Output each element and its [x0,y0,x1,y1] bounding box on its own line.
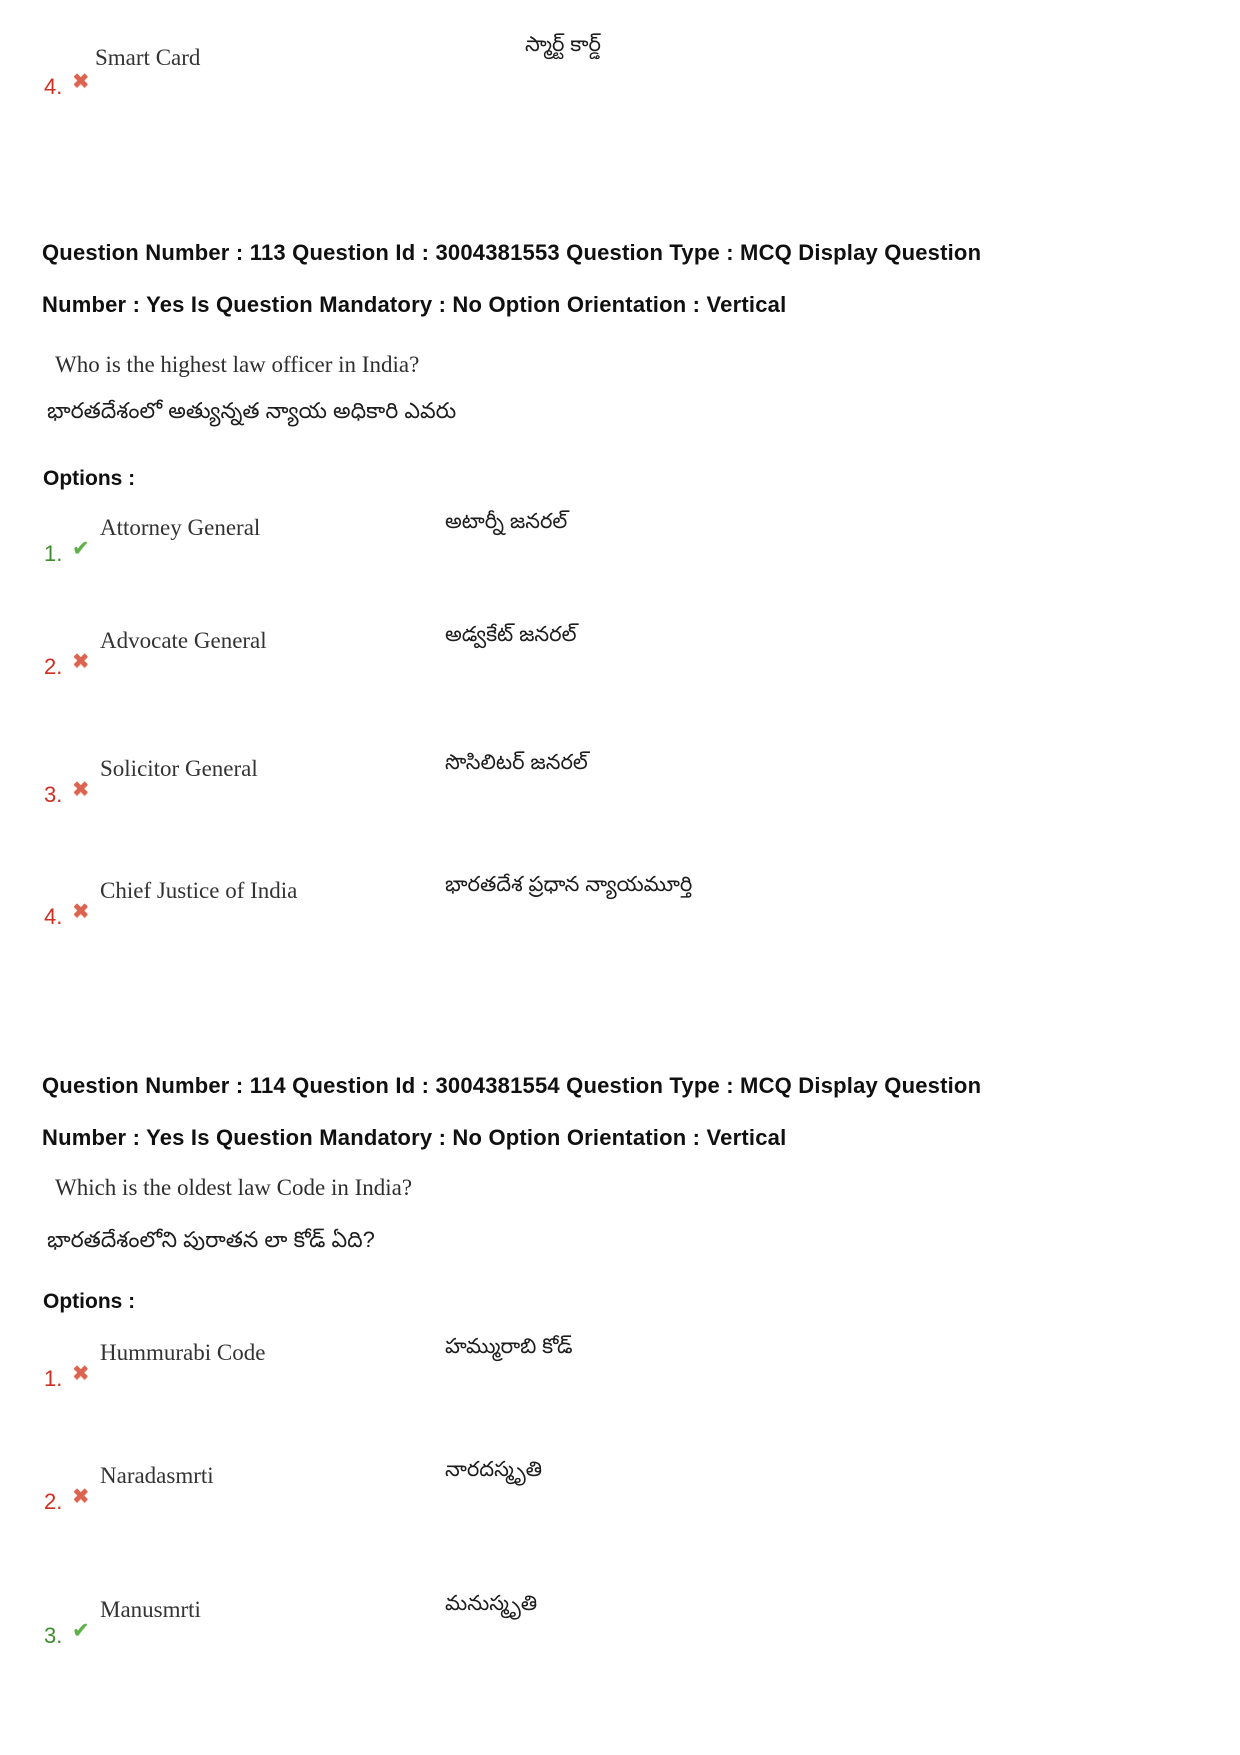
question-meta-line1: Question Number : 113 Question Id : 3004381553 Question Type : MCQ Display Question [42,240,982,265]
question-text-telugu: భారతదేశంలోని పురాతన లా కోడ్ ఏది? [47,1227,375,1252]
cross-icon: ✖ [72,900,90,923]
option-row [0,1335,1240,1412]
question-meta-line2: Number : Yes Is Question Mandatory : No Option Orientation : Vertical [42,1125,787,1150]
cross-icon: ✖ [72,1362,90,1385]
option-label-english: Solicitor General [100,756,258,781]
question-text-english: Which is the oldest law Code in India? [55,1175,413,1200]
option-number: 4. [44,904,63,929]
option-row [0,873,1240,950]
options-heading: Options : [43,1290,136,1313]
option-label-telugu: భారతదేశ ప్రధాన న్యాయమూర్తి [445,873,693,896]
option-number: 4. [44,74,63,99]
option-label-english: Attorney General [100,515,261,540]
option-row [0,1458,1240,1535]
option-label-english: Advocate General [100,628,267,653]
option-number: 2. [44,654,63,679]
option-row [0,751,1240,828]
option-label-telugu: స్మార్ట్ కార్డ్ [525,33,601,56]
check-icon: ✔ [72,1619,90,1642]
option-row [0,33,1240,117]
option-label-telugu: అటార్నీ జనరల్ [445,510,568,533]
option-number: 3. [44,1623,63,1648]
option-number: 3. [44,782,63,807]
option-label-english: Chief Justice of India [100,878,298,903]
option-label-telugu: నారదస్మృతి [445,1458,543,1481]
question-text-english: Who is the highest law officer in India? [55,352,420,377]
cross-icon: ✖ [72,70,90,93]
option-label-english: Naradasmrti [100,1463,214,1488]
options-heading: Options : [43,467,136,490]
option-label-english: Manusmrti [100,1597,201,1622]
check-icon: ✔ [72,537,90,560]
option-label-telugu: హమ్మురాబి కోడ్ [445,1335,573,1358]
cross-icon: ✖ [72,778,90,801]
option-number: 2. [44,1489,63,1514]
option-label-telugu: అడ్వకేట్ జనరల్ [445,623,577,646]
option-number: 1. [44,1366,63,1391]
option-number: 1. [44,541,63,566]
cross-icon: ✖ [72,1485,90,1508]
option-row [0,1592,1240,1669]
question-meta-line1: Question Number : 114 Question Id : 3004381554 Question Type : MCQ Display Question [42,1073,982,1098]
option-row [0,623,1240,700]
option-label-english: Hummurabi Code [100,1340,266,1365]
cross-icon: ✖ [72,650,90,673]
option-label-telugu: సొసిలిటర్ జనరల్ [445,751,588,774]
question-text-telugu: భారతదేశంలో అత్యున్నత న్యాయ అధికారి ఎవరు [47,398,457,423]
option-row [0,510,1240,587]
option-label-telugu: మనుస్మృతి [445,1592,538,1615]
option-label-english: Smart Card [95,45,201,70]
question-meta-line2: Number : Yes Is Question Mandatory : No Option Orientation : Vertical [42,292,787,317]
